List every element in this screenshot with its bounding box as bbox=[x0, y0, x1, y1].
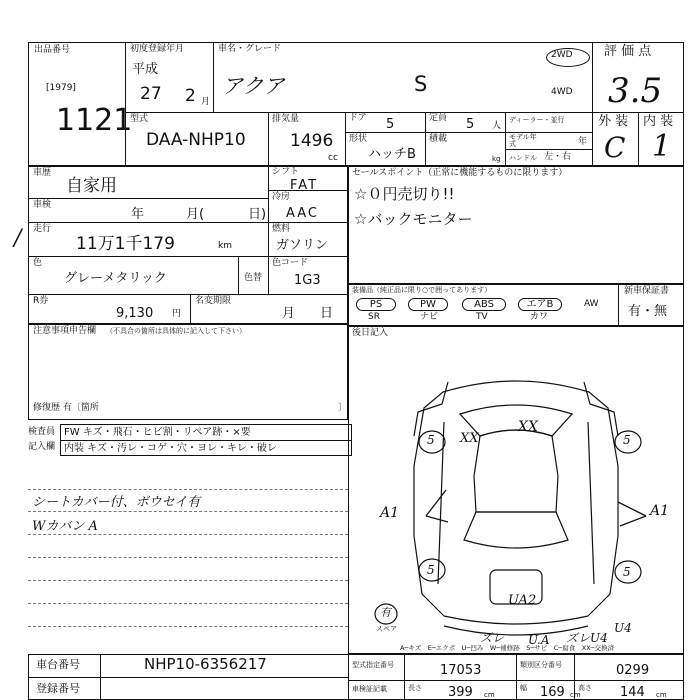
width-unit: cm bbox=[570, 691, 581, 699]
displacement: 1496 bbox=[290, 131, 334, 151]
shift-label: シフト bbox=[272, 167, 300, 177]
length-label: 長さ bbox=[408, 684, 422, 692]
handle-label: ハンドル bbox=[509, 154, 537, 162]
color-code-label: 色コード bbox=[272, 258, 309, 268]
handle: 左・右 bbox=[544, 152, 572, 162]
year-unit: 年 bbox=[578, 137, 588, 147]
height: 144 bbox=[620, 685, 645, 700]
body-label: 形状 bbox=[349, 134, 368, 144]
notes-label: 注意事項申告欄 bbox=[33, 326, 97, 336]
chassis-label: 車台番号 bbox=[36, 658, 80, 671]
equip-pw: PW bbox=[408, 298, 448, 311]
sales-label: セールスポイント（正常に機能するものに限ります） bbox=[352, 168, 568, 178]
score-label: 評 価 点 bbox=[604, 44, 652, 59]
car-rear-window bbox=[464, 512, 568, 548]
designation: 17053 bbox=[440, 663, 482, 678]
mark-tire-fr: 5 bbox=[623, 433, 631, 447]
mark-rear: UA2 bbox=[508, 593, 537, 608]
capacity-unit: 人 bbox=[492, 121, 502, 131]
designation-label: 型式指定番号 bbox=[352, 661, 394, 669]
equip-airbag: エアB bbox=[518, 298, 562, 311]
km-unit: km bbox=[218, 241, 232, 251]
mark-bottom-1: ズレ bbox=[480, 631, 505, 645]
category: 0299 bbox=[616, 663, 650, 678]
mileage: 11万1千179 bbox=[76, 234, 175, 254]
fuel: ガソリン bbox=[276, 238, 329, 253]
warranty-label: 新車保証書 bbox=[624, 286, 670, 296]
mark-left-front: XX bbox=[460, 431, 479, 446]
spare-label: スペア bbox=[376, 625, 397, 633]
handnote-line-2: Wカバン A bbox=[32, 519, 98, 534]
drive-2wd: 2WD bbox=[551, 50, 573, 60]
model-year-label: モデル年式 bbox=[509, 133, 537, 148]
displacement-label: 排気量 bbox=[272, 114, 300, 124]
lot-number: 1121 bbox=[56, 103, 133, 138]
inspector-label-2: 記入欄 bbox=[28, 442, 56, 452]
inspector-row-2: 内装 キズ・汚レ・コゲ・穴・ヨレ・キレ・破レ bbox=[64, 443, 277, 454]
spare-mark: 有 bbox=[380, 606, 391, 619]
diagram-title: 後日記入 bbox=[352, 328, 389, 338]
mark-bottom-4: U4 bbox=[614, 621, 632, 635]
dealer-label: ディーラー・並行 bbox=[509, 116, 565, 124]
interior-grade: 1 bbox=[652, 129, 672, 164]
interior-label: 内 装 bbox=[643, 114, 674, 129]
mark-tire-rl: 5 bbox=[427, 563, 435, 577]
chassis: NHP10-6356217 bbox=[144, 655, 267, 673]
history: 自家用 bbox=[66, 176, 117, 196]
sales-point-1: ☆０円売切り!! bbox=[354, 185, 455, 203]
reg-month: 2 bbox=[185, 86, 196, 106]
capacity: 5 bbox=[466, 117, 475, 132]
type-label: 型式 bbox=[130, 114, 149, 124]
height-label: 高さ bbox=[578, 684, 592, 692]
repair-close: 〕 bbox=[338, 403, 348, 413]
equip-navi: ナビ bbox=[420, 312, 439, 322]
history-label: 車歴 bbox=[33, 168, 52, 178]
inspection-year: 年 bbox=[131, 207, 145, 222]
ac-label: 冷房 bbox=[272, 192, 291, 202]
equip-leather: カワ bbox=[530, 312, 549, 322]
title-label: 名変期限 bbox=[195, 296, 232, 306]
mark-bottom-2: U.A bbox=[528, 633, 550, 647]
warranty: 有・無 bbox=[628, 304, 668, 319]
equip-ps: PS bbox=[356, 298, 396, 311]
car-body-outline bbox=[414, 381, 618, 624]
inspector-label-1: 検査員 bbox=[28, 427, 56, 437]
load-label: 積載 bbox=[429, 134, 448, 144]
reg-year: 27 bbox=[140, 84, 162, 104]
recycle-unit: 円 bbox=[172, 309, 182, 319]
exterior-label: 外 装 bbox=[598, 114, 629, 129]
height-unit: cm bbox=[656, 691, 667, 699]
model-code: DAA-NHP10 bbox=[146, 130, 246, 150]
car-name: アクア bbox=[222, 74, 285, 98]
color-code: 1G3 bbox=[294, 273, 321, 288]
equip-abs: ABS bbox=[462, 298, 506, 311]
drive-4wd: 4WD bbox=[551, 87, 573, 97]
category-label: 類別区分番号 bbox=[520, 661, 562, 669]
score: 3.5 bbox=[608, 71, 663, 111]
reg-label: 登録番号 bbox=[36, 682, 80, 695]
shift: FAT bbox=[290, 178, 319, 193]
width-label: 幅 bbox=[520, 684, 527, 692]
recycle: 9,130 bbox=[116, 306, 154, 321]
equip-aw: AW bbox=[584, 299, 599, 309]
grade: S bbox=[414, 72, 428, 96]
fuel-label: 燃料 bbox=[272, 224, 291, 234]
title-day: 日 bbox=[320, 306, 334, 321]
month-unit: 月 bbox=[201, 97, 211, 107]
era: 平成 bbox=[132, 62, 159, 77]
diagram-legend: A─キズ E─エクボ U─凹み W─補修跡 S─サビ C─腐食 XX─交換済 bbox=[400, 644, 615, 652]
doors: 5 bbox=[386, 117, 395, 132]
mark-roof: XX bbox=[518, 419, 538, 435]
mark-bottom-3: ズレU4 bbox=[566, 631, 608, 645]
sales-point-2: ☆バックモニター bbox=[354, 210, 473, 228]
notes-sublabel: （不具合の箇所は具体的に記入して下さい） bbox=[106, 327, 246, 335]
mileage-label: 走行 bbox=[33, 224, 52, 234]
equip-sr: SR bbox=[368, 312, 380, 322]
inspection-month: 月( bbox=[186, 207, 205, 222]
inspector-row-1: FW キズ・飛石・ヒビ割・リペア跡・×要 bbox=[64, 427, 251, 438]
width: 169 bbox=[540, 685, 565, 700]
model-label: 車名・グレード bbox=[218, 44, 282, 54]
equipment-label: 装備品（純正品に限り○で囲ってあります） bbox=[352, 286, 492, 294]
mark-tire-rr: 5 bbox=[623, 565, 631, 579]
cc-unit: cc bbox=[328, 153, 338, 163]
inspection-day: 日) bbox=[248, 207, 267, 222]
capacity-label: 定員 bbox=[429, 113, 448, 123]
exterior-grade: C bbox=[604, 131, 626, 164]
title-month: 月 bbox=[282, 306, 296, 321]
handnote-line-1: シートカバー付、ボウセイ有 bbox=[32, 495, 201, 510]
color-label: 色 bbox=[33, 258, 43, 268]
body-type: ハッチB bbox=[368, 147, 416, 162]
repair-history: 修復歴 有〔箇所 bbox=[33, 403, 99, 413]
color-change-label: 色替 bbox=[244, 273, 263, 283]
recycle-label: R券 bbox=[33, 296, 49, 306]
mark-right-side: A1 bbox=[650, 503, 670, 519]
kg-unit: kg bbox=[492, 155, 501, 163]
lot-year: [1979] bbox=[46, 83, 76, 93]
first-reg-label: 初度登録年月 bbox=[130, 44, 185, 54]
mark-left-side: A1 bbox=[380, 505, 400, 521]
ac: AAC bbox=[286, 206, 319, 221]
mileage-mark: / bbox=[14, 226, 22, 251]
equip-tv: TV bbox=[476, 312, 488, 322]
cert-label: 車検証記載 bbox=[352, 685, 387, 693]
length-unit: cm bbox=[484, 691, 495, 699]
length: 399 bbox=[448, 685, 473, 700]
lot-label: 出品番号 bbox=[34, 45, 71, 55]
color: グレーメタリック bbox=[64, 271, 167, 286]
inspection-label: 車検 bbox=[33, 200, 52, 210]
doors-label: ドア bbox=[349, 113, 367, 123]
car-roof bbox=[474, 430, 558, 512]
mark-tire-fl: 5 bbox=[427, 433, 435, 447]
